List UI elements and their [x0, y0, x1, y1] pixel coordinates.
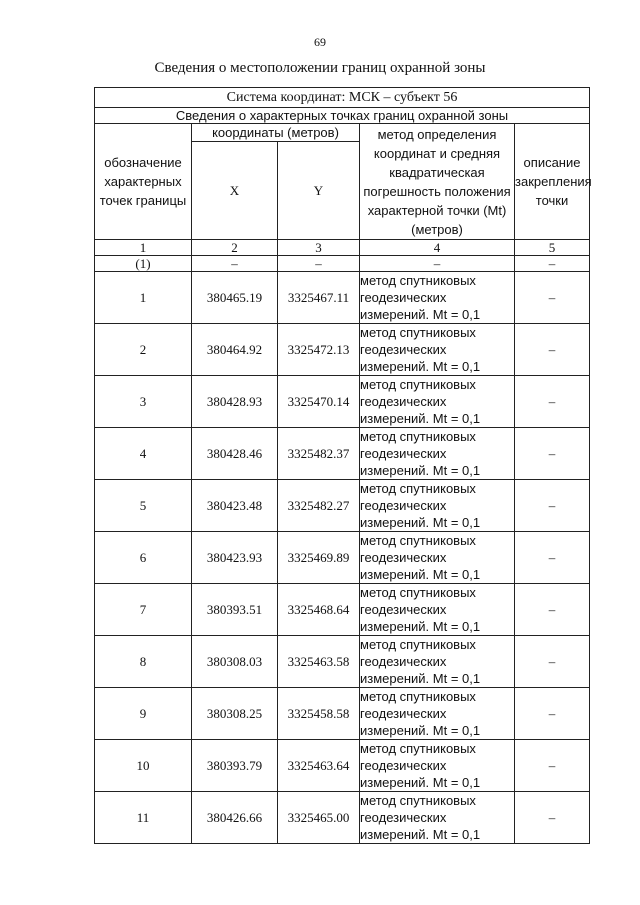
y-coordinate: 3325458.58 [278, 688, 360, 740]
description-cell: – [515, 740, 590, 792]
header-designation: обозначение характерных точек границы [95, 124, 192, 240]
x-coordinate: 380465.19 [192, 272, 278, 324]
contour-row [95, 256, 590, 272]
table-row [95, 532, 590, 584]
coordinate-system-cell: Система координат: МСК – субъект 56 [95, 88, 590, 108]
description-cell: – [515, 532, 590, 584]
table-row [95, 272, 590, 324]
column-number: 5 [515, 240, 590, 256]
method-cell: метод спутниковых геодезических измерений. Mt = 0,1 [360, 428, 515, 480]
y-coordinate: 3325469.89 [278, 532, 360, 584]
table-row [95, 688, 590, 740]
description-cell: – [515, 428, 590, 480]
y-coordinate: 3325482.37 [278, 428, 360, 480]
x-coordinate: 380464.92 [192, 324, 278, 376]
header-y: Y [278, 142, 360, 240]
x-coordinate: 380308.03 [192, 636, 278, 688]
table-row [95, 480, 590, 532]
x-coordinate: 380423.48 [192, 480, 278, 532]
page-number: 69 [314, 35, 326, 49]
contour-number: (1) [95, 256, 192, 272]
y-coordinate: 3325472.13 [278, 324, 360, 376]
point-number: 10 [95, 740, 192, 792]
table-row [95, 428, 590, 480]
column-number-row [95, 240, 590, 256]
column-number: 2 [192, 240, 278, 256]
dash-cell: – [278, 256, 360, 272]
dash-cell: – [192, 256, 278, 272]
method-cell: метод спутниковых геодезических измерений. Mt = 0,1 [360, 636, 515, 688]
method-cell: метод спутниковых геодезических измерений. Mt = 0,1 [360, 688, 515, 740]
table-row [95, 584, 590, 636]
point-number: 9 [95, 688, 192, 740]
table-row [95, 376, 590, 428]
x-coordinate: 380428.93 [192, 376, 278, 428]
description-cell: – [515, 272, 590, 324]
description-cell: – [515, 376, 590, 428]
dash-cell: – [360, 256, 515, 272]
point-number: 5 [95, 480, 192, 532]
y-coordinate: 3325468.64 [278, 584, 360, 636]
method-cell: метод спутниковых геодезических измерений. Mt = 0,1 [360, 532, 515, 584]
point-number: 3 [95, 376, 192, 428]
method-cell: метод спутниковых геодезических измерений. Mt = 0,1 [360, 376, 515, 428]
table-row [95, 324, 590, 376]
column-number: 4 [360, 240, 515, 256]
x-coordinate: 380426.66 [192, 792, 278, 844]
y-coordinate: 3325467.11 [278, 272, 360, 324]
section-title-cell: Сведения о характерных точках границ охранной зоны [95, 108, 590, 124]
method-cell: метод спутниковых геодезических измерений. Mt = 0,1 [360, 584, 515, 636]
point-number: 1 [95, 272, 192, 324]
document-title: Сведения о местоположении границ охранной зоны [154, 60, 486, 76]
description-cell: – [515, 324, 590, 376]
description-cell: – [515, 792, 590, 844]
method-cell: метод спутниковых геодезических измерений. Mt = 0,1 [360, 324, 515, 376]
y-coordinate: 3325463.58 [278, 636, 360, 688]
x-coordinate: 380393.79 [192, 740, 278, 792]
dash-cell: – [515, 256, 590, 272]
point-number: 2 [95, 324, 192, 376]
x-coordinate: 380393.51 [192, 584, 278, 636]
column-number: 1 [95, 240, 192, 256]
x-coordinate: 380428.46 [192, 428, 278, 480]
method-cell: метод спутниковых геодезических измерений. Mt = 0,1 [360, 740, 515, 792]
method-cell: метод спутниковых геодезических измерений. Mt = 0,1 [360, 272, 515, 324]
method-cell: метод спутниковых геодезических измерений. Mt = 0,1 [360, 792, 515, 844]
y-coordinate: 3325482.27 [278, 480, 360, 532]
y-coordinate: 3325470.14 [278, 376, 360, 428]
point-number: 4 [95, 428, 192, 480]
header-method: метод определения координат и средняя квадратическая погрешность положения характерной точки (Mt) (метров) [360, 124, 515, 240]
x-coordinate: 380308.25 [192, 688, 278, 740]
point-number: 6 [95, 532, 192, 584]
description-cell: – [515, 480, 590, 532]
point-number: 8 [95, 636, 192, 688]
y-coordinate: 3325465.00 [278, 792, 360, 844]
y-coordinate: 3325463.64 [278, 740, 360, 792]
table-row [95, 740, 590, 792]
description-cell: – [515, 688, 590, 740]
table-row [95, 792, 590, 844]
description-cell: – [515, 584, 590, 636]
header-coordinates: координаты (метров) [192, 124, 360, 142]
boundary-points-table [94, 87, 590, 844]
table-row [95, 636, 590, 688]
header-description: описание закрепления точки [515, 124, 590, 240]
column-number: 3 [278, 240, 360, 256]
point-number: 11 [95, 792, 192, 844]
point-number: 7 [95, 584, 192, 636]
method-cell: метод спутниковых геодезических измерений. Mt = 0,1 [360, 480, 515, 532]
description-cell: – [515, 636, 590, 688]
x-coordinate: 380423.93 [192, 532, 278, 584]
header-x: X [192, 142, 278, 240]
